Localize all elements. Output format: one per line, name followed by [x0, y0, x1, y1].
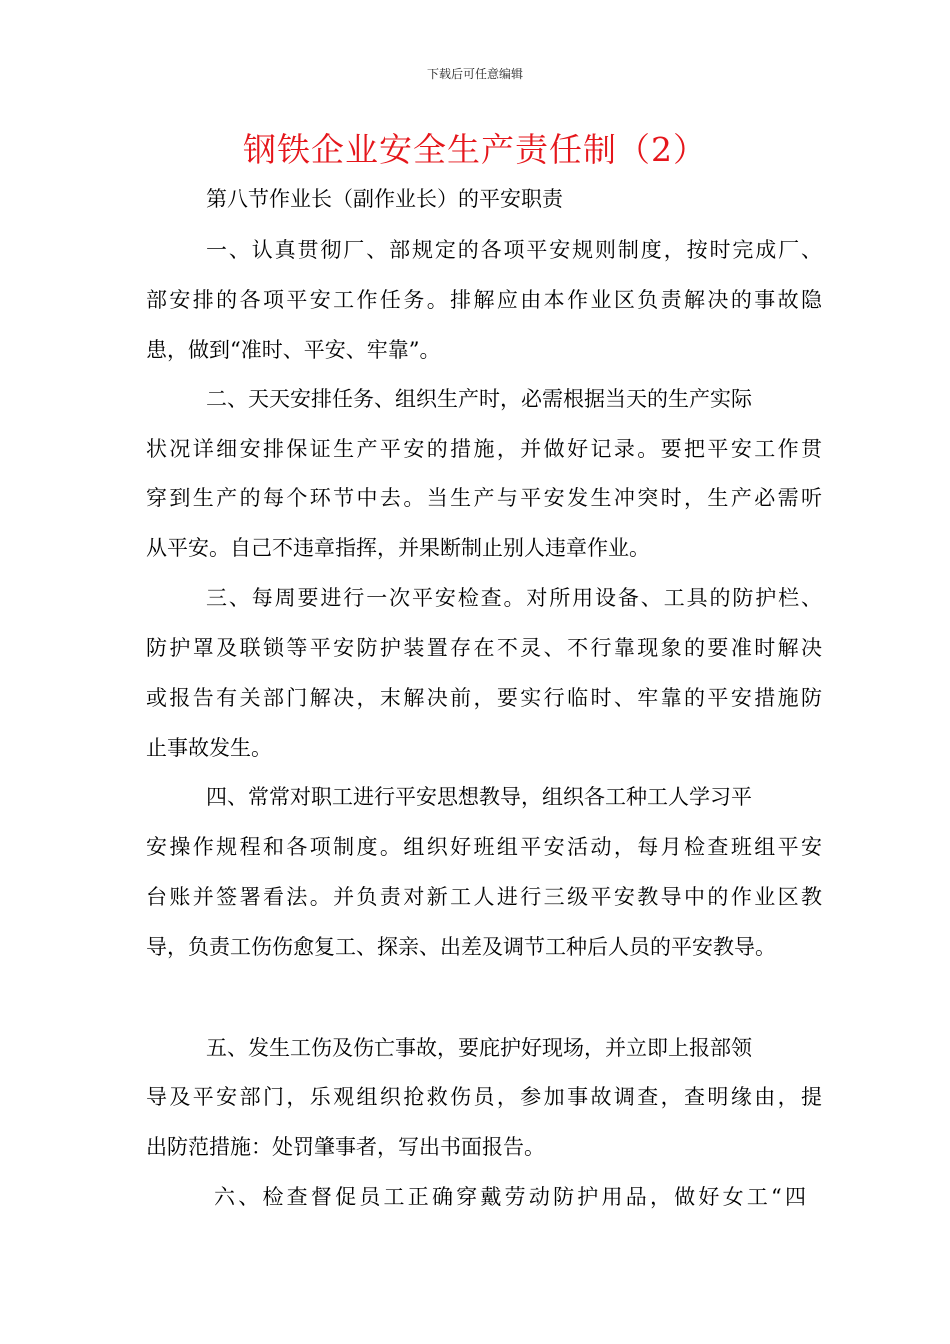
text-line: 防护罩及联锁等平安防护装置存在不灵、不行靠现象的要准时解决 — [146, 636, 822, 660]
text-line: 导及平安部门，乐观组织抢救伤员，参加事故调查，查明缘由，提 — [146, 1085, 822, 1109]
text-line: 五、发生工伤及伤亡事故，要庇护好现场，并立即上报部领 — [206, 1036, 752, 1060]
text-line: 三、每周要进行一次平安检查。对所用设备、工具的防护栏、 — [206, 586, 822, 610]
page-header: 下载后可任意编辑 — [426, 67, 523, 81]
text-line: 或报告有关部门解决，末解决前，要实行临时、牢靠的平安措施防 — [146, 686, 822, 710]
text-line: 状况详细安排保证生产平安的措施，并做好记录。要把平安工作贯 — [146, 437, 822, 461]
text-line: 患，做到“准时、平安、牢靠”。 — [146, 338, 441, 362]
text-line: 部安排的各项平安工作任务。排解应由本作业区负责解决的事故隐 — [146, 288, 822, 312]
text-line: 止事故发生。 — [146, 736, 272, 760]
text-line: 六、检查督促员工正确穿戴劳动防护用品，做好女工“四 — [214, 1185, 806, 1209]
text-line: 从平安。自己不违章指挥，并果断制止别人违章作业。 — [146, 536, 650, 560]
text-line: 出防范措施：处罚肇事者，写出书面报告。 — [146, 1135, 545, 1159]
document-title: 钢铁企业安全生产责任制（2） — [243, 130, 707, 169]
text-line: 安操作规程和各项制度。组织好班组平安活动，每月检查班组平安 — [146, 835, 822, 859]
text-line: 二、天天安排任务、组织生产时，必需根据当天的生产实际 — [206, 387, 752, 411]
text-line: 四、常常对职工进行平安思想教导，组织各工种工人学习平 — [206, 785, 752, 809]
text-line: 穿到生产的每个环节中去。当生产与平安发生冲突时，生产必需听 — [146, 486, 822, 510]
text-line: 台账并签署看法。并负责对新工人进行三级平安教导中的作业区教 — [146, 885, 822, 909]
section-heading: 第八节作业长（副作业长）的平安职责 — [206, 187, 563, 211]
text-line: 导，负责工伤伤愈复工、探亲、出差及调节工种后人员的平安教导。 — [146, 935, 776, 959]
text-line: 一、认真贯彻厂、部规定的各项平安规则制度，按时完成厂、 — [206, 238, 822, 262]
